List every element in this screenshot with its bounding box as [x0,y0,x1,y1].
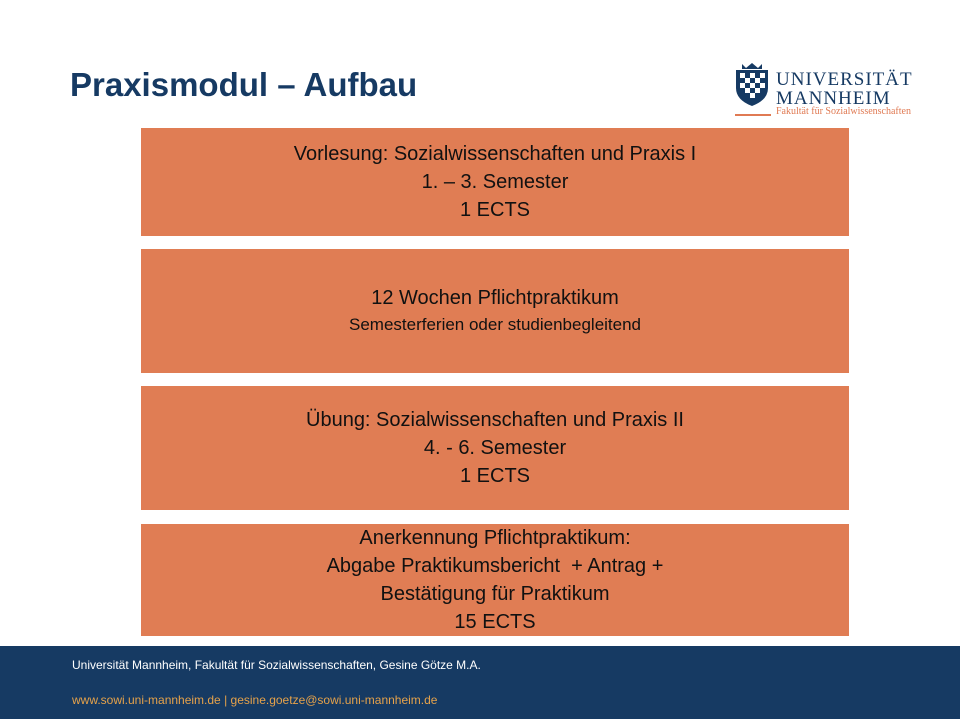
module-box-lecture [141,128,849,236]
university-logo [730,60,935,120]
footer-credit: Universität Mannheim, Fakultät für Sozialwissenschaften, Gesine Götze M.A. [72,658,481,672]
module-box-recognition [141,524,849,636]
box-line: 12 Wochen Pflichtpraktikum [371,287,619,309]
box-line: 4. - 6. Semester [423,437,567,459]
footer-bar [0,646,960,719]
logo-accent-line [735,114,771,116]
box-line: 1 ECTS [459,199,531,221]
footer-links: www.sowi.uni-mannheim.de | gesine.goetze@sowi.uni-mannheim.de [72,693,438,707]
box-line: 15 ECTS [454,611,536,633]
box-line: 1. – 3. Semester [421,171,569,193]
slide-title: Praxismodul – Aufbau [70,66,418,103]
box-line: Übung: Sozialwissenschaften und Praxis II [306,409,684,431]
box-line: Anerkennung Pflichtpraktikum: [359,527,631,549]
box-line: Vorlesung: Sozialwissenschaften und Praxis I [293,143,697,165]
logo-line-1: UNIVERSITÄT [776,69,913,90]
university-crest-icon [730,60,774,108]
module-box-exercise [141,386,849,510]
box-line: Bestätigung für Praktikum [380,583,610,605]
box-line: 1 ECTS [459,465,531,487]
box-subline: Semesterferien oder studienbegleitend [348,315,642,334]
logo-line-2: MANNHEIM [776,88,891,109]
box-line: Abgabe Praktikumsbericht + Antrag + [326,555,664,577]
module-box-internship [141,249,849,373]
logo-wordmark [776,70,913,108]
logo-faculty: Fakultät für Sozialwissenschaften [776,106,911,117]
